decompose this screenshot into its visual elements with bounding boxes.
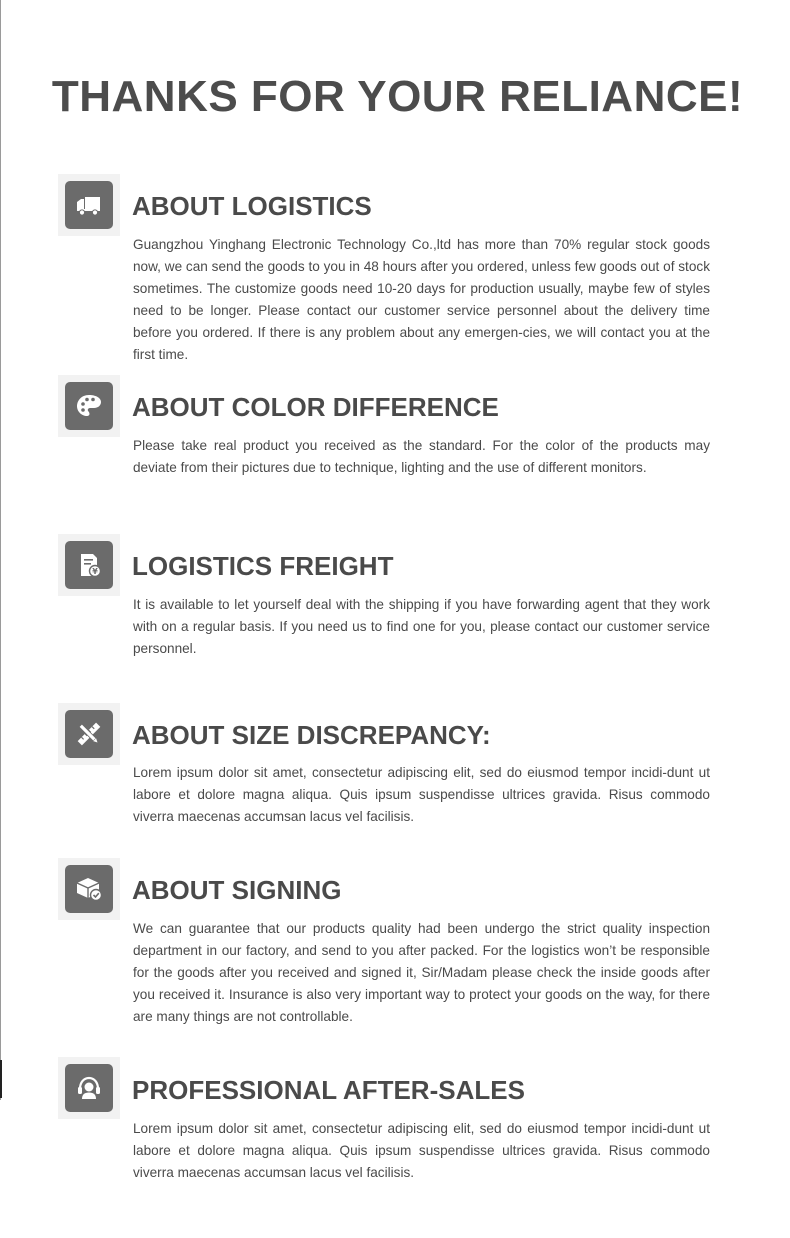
icon-box (58, 534, 120, 596)
section-heading: LOGISTICS FREIGHT (132, 551, 394, 581)
section-heading: ABOUT COLOR DIFFERENCE (132, 392, 499, 422)
icon-box (58, 375, 120, 437)
section-body: Please take real product you received as the standard. For the color of the products may deviate from their pictures due to technique, lighting and the use of different monitors. (133, 438, 710, 475)
icon-box (58, 703, 120, 765)
package-check-icon (73, 873, 105, 905)
truck-icon (73, 189, 105, 221)
section-body: It is available to let yourself deal with the shipping if you have forwarding agent that they work with on a regular basis. If you need us to find one for you, please contact our customer service personnel. (133, 597, 710, 656)
icon-box (58, 1057, 120, 1119)
section-heading: PROFESSIONAL AFTER-SALES (132, 1075, 525, 1105)
invoice-icon (73, 549, 105, 581)
section-heading: ABOUT SIZE DISCREPANCY: (132, 720, 491, 750)
section-body: We can guarantee that our products quality had been undergo the strict quality inspection department in our factory, and send to you after packed. For the logistics won’t be responsible for the goods after you received and signed it, Sir/Madam please check the inside goods after you received it. Insurance is also very important way to protect your goods on the way, for there are many things are not controllable. (133, 921, 710, 1024)
icon-box (58, 174, 120, 236)
section-body: Guangzhou Yinghang Electronic Technology Co.,ltd has more than 70% regular stock goods now, we can send the goods to you in 48 hours after you ordered, unless few goods out of stock sometimes. The customize goods need 10-20 days for production usually, maybe few of styles need to be longer. Please contact our customer service personnel about the delivery time before you ordered. If there is any problem about any emergen-cies, we will contact you at the first time. (133, 237, 710, 362)
section-heading: ABOUT LOGISTICS (132, 191, 372, 221)
left-edge-line (0, 0, 1, 1100)
page-title: THANKS FOR YOUR RELIANCE! (51, 72, 744, 121)
palette-icon (73, 390, 105, 422)
left-edge-mark (0, 1060, 2, 1098)
icon-box (58, 858, 120, 920)
section-body: Lorem ipsum dolor sit amet, consectetur adipiscing elit, sed do eiusmod tempor incidi-dunt ut labore et dolore magna aliqua. Quis ipsum suspendisse ultrices gravida. Risus commodo viverra maecenas accumsan lacus vel facilisis. (133, 1121, 710, 1180)
headset-icon (73, 1072, 105, 1104)
section-body: Lorem ipsum dolor sit amet, consectetur adipiscing elit, sed do eiusmod tempor incidi-dunt ut labore et dolore magna aliqua. Quis ipsum suspendisse ultrices gravida. Risus commodo viverra maecenas accumsan lacus vel facilisis. (133, 765, 710, 824)
svg-text:¥: ¥ (92, 567, 98, 576)
ruler-pencil-icon (73, 718, 105, 750)
section-heading: ABOUT SIGNING (132, 875, 342, 905)
